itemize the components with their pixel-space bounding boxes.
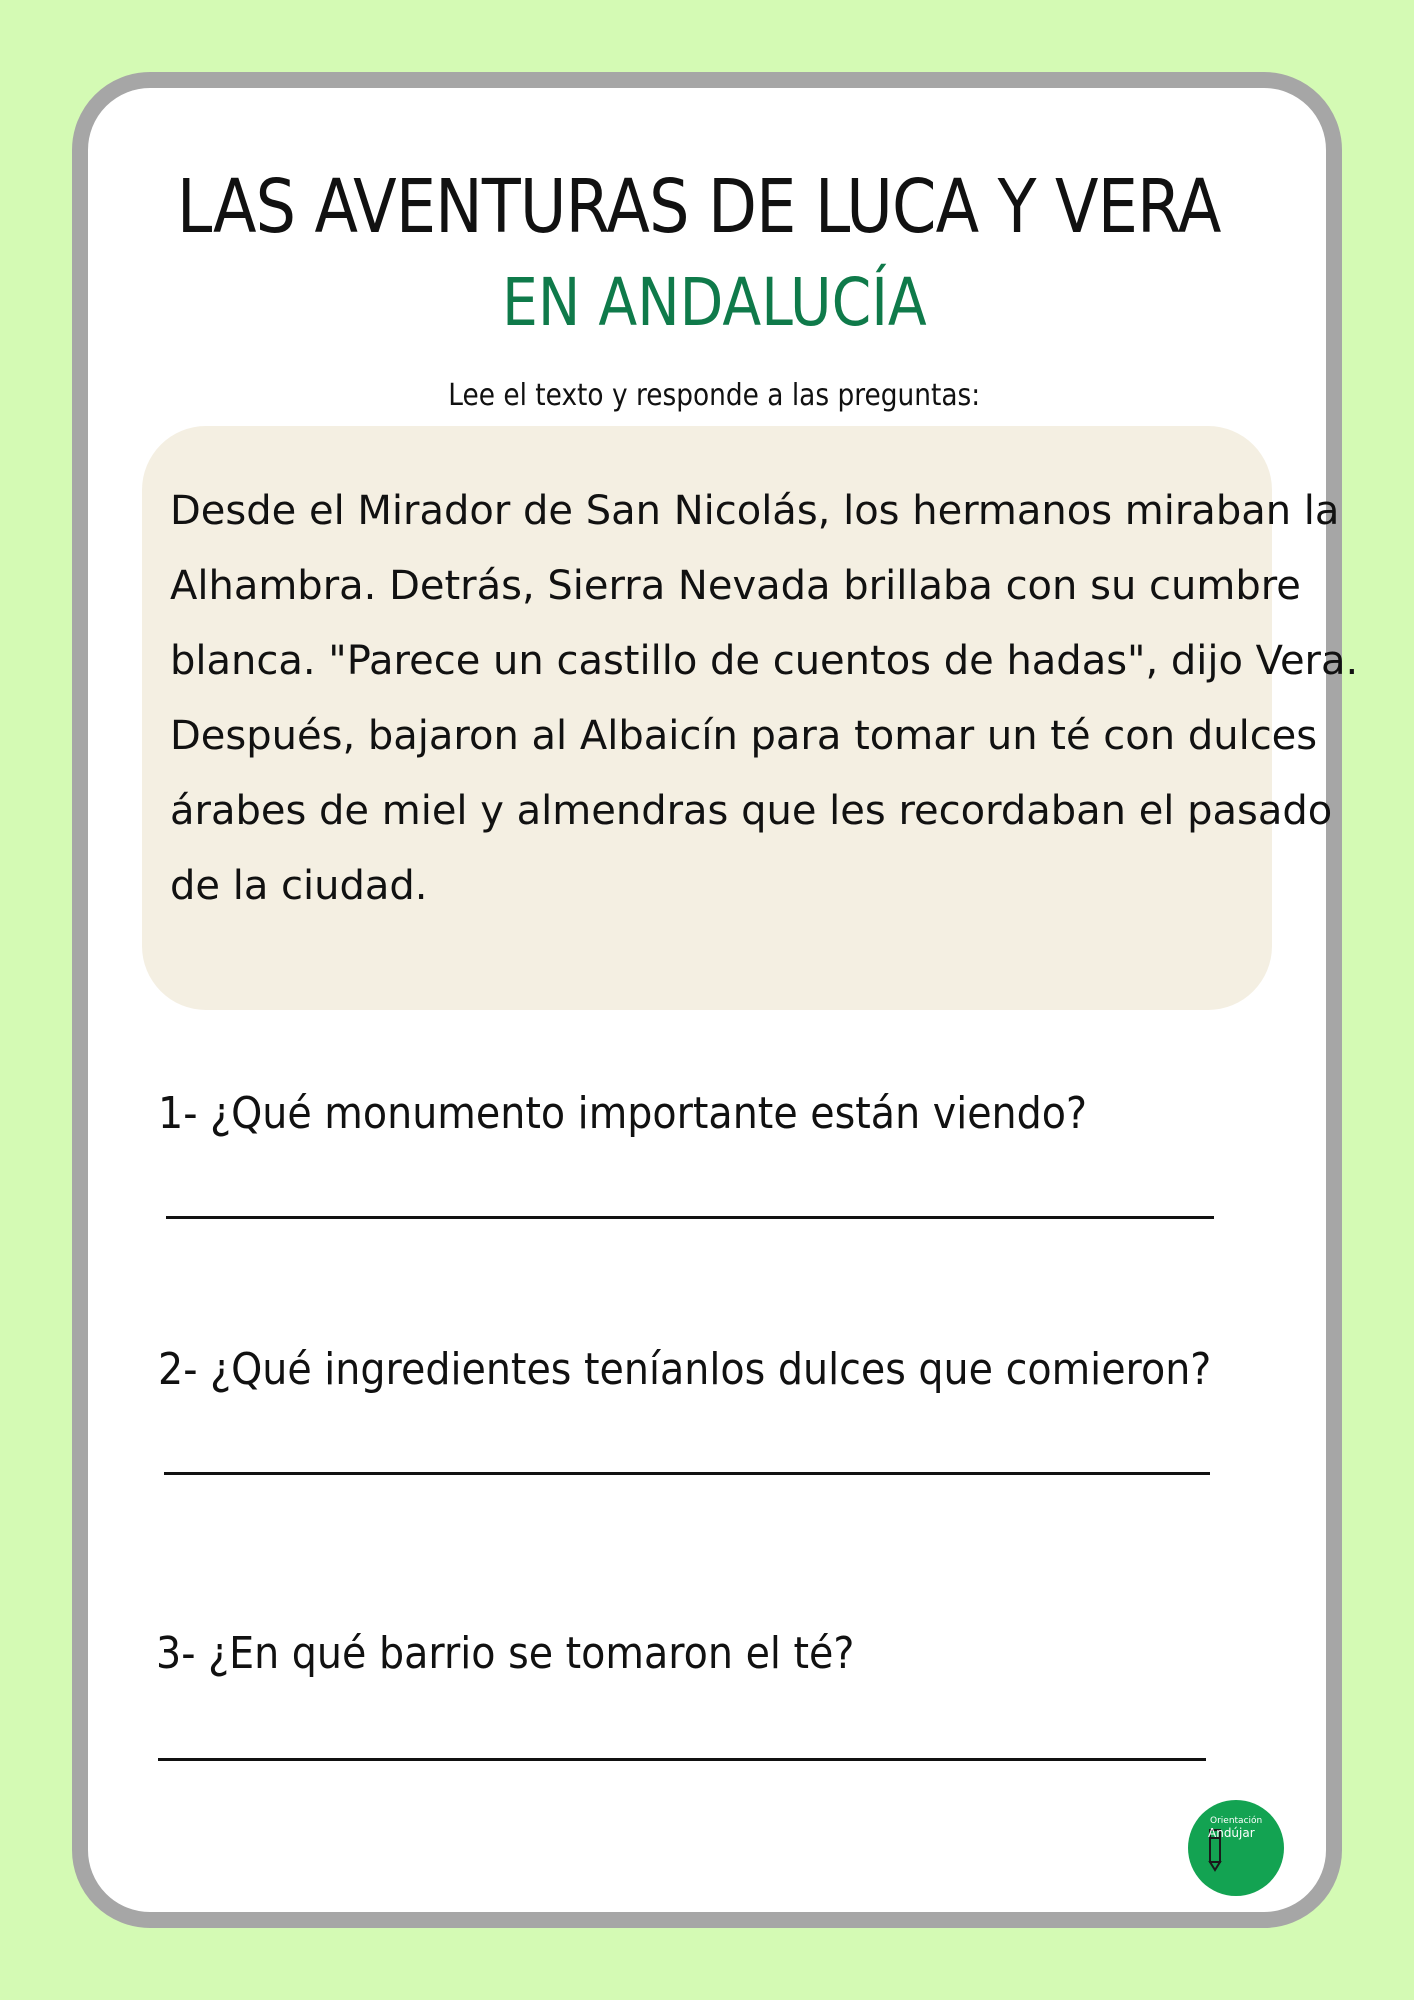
page-subtitle: EN ANDALUCÍA <box>502 264 927 341</box>
reading-passage <box>142 426 1359 1010</box>
logo-text-main: Andújar <box>1208 1826 1255 1840</box>
orientacion-andujar-logo <box>1188 1800 1284 1896</box>
reading-line: Alhambra. Detrás, Sierra Nevada brillaba con su cumbre <box>170 563 1301 609</box>
reading-line: árabes de miel y almendras que les recordaban el pasado <box>170 788 1333 834</box>
question-3: 3- ¿En qué barrio se tomaron el té? <box>156 1628 855 1679</box>
instruction-text: Lee el texto y responde a las preguntas: <box>448 378 981 413</box>
logo-text-top: Orientación <box>1210 1816 1263 1826</box>
question-2: 2- ¿Qué ingredientes teníanlos dulces que comieron? <box>158 1344 1212 1395</box>
page-title: LAS AVENTURAS DE LUCA Y VERA <box>176 164 1221 250</box>
answer-line-3[interactable] <box>158 1758 1206 1761</box>
answer-line-2[interactable] <box>164 1472 1210 1475</box>
reading-line: de la ciudad. <box>170 863 428 909</box>
question-1: 1- ¿Qué monumento importante están viendo? <box>158 1088 1088 1139</box>
reading-line: Desde el Mirador de San Nicolás, los hermanos miraban la <box>170 488 1340 534</box>
reading-line: Después, bajaron al Albaicín para tomar un té con dulces <box>170 713 1318 759</box>
answer-line-1[interactable] <box>166 1216 1214 1219</box>
worksheet-card <box>72 72 1359 1928</box>
reading-line: blanca. "Parece un castillo de cuentos de hadas", dijo Vera. <box>170 638 1359 684</box>
